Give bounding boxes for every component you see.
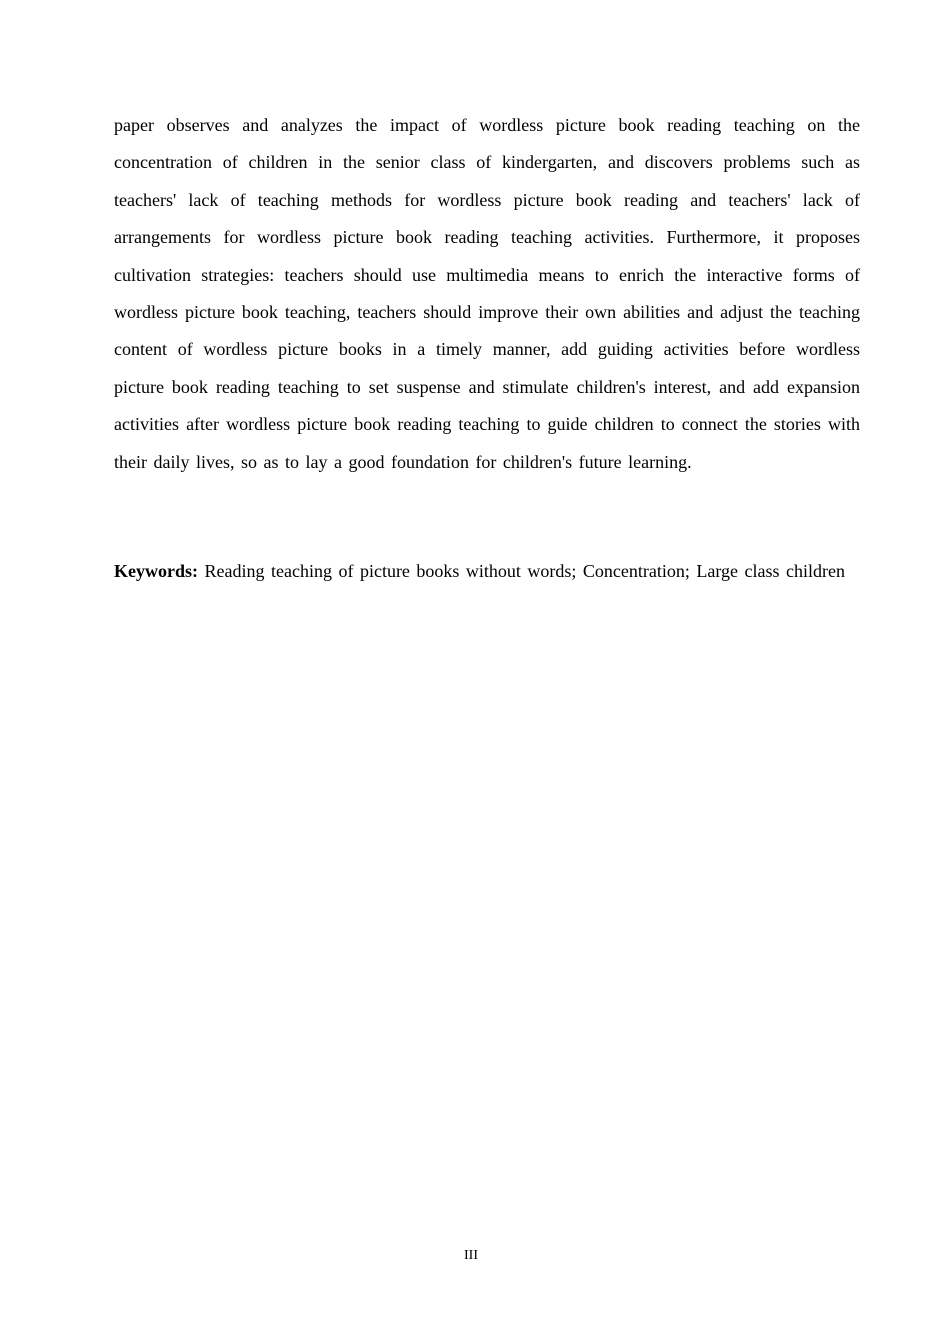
keywords-paragraph [114,553,860,590]
keywords-label: Keywords: [114,561,198,581]
abstract-paragraph: paper observes and analyzes the impact of wordless picture book reading teaching on the concentration of children in the senior class of kindergarten, and discovers problems such as teachers' lack of teaching methods for wordless picture book reading and teachers' lack of arrangements for wordless picture book reading teaching activities. Furthermore, it proposes cultivation strategies: teachers should use multimedia means to enrich the interactive forms of wordless picture book teaching, teachers should improve their own abilities and adjust the teaching content of wordless picture books in a timely manner, add guiding activities before wordless picture book reading teaching to set suspense and stimulate children's interest, and add expansion activities after wordless picture book reading teaching to guide children to connect the stories with their daily lives, so as to lay a good foundation for children's future learning. [114,115,860,472]
keywords-text: Reading teaching of picture books without words; Concentration; Large class children [204,561,846,581]
page-number: III [464,1248,478,1263]
